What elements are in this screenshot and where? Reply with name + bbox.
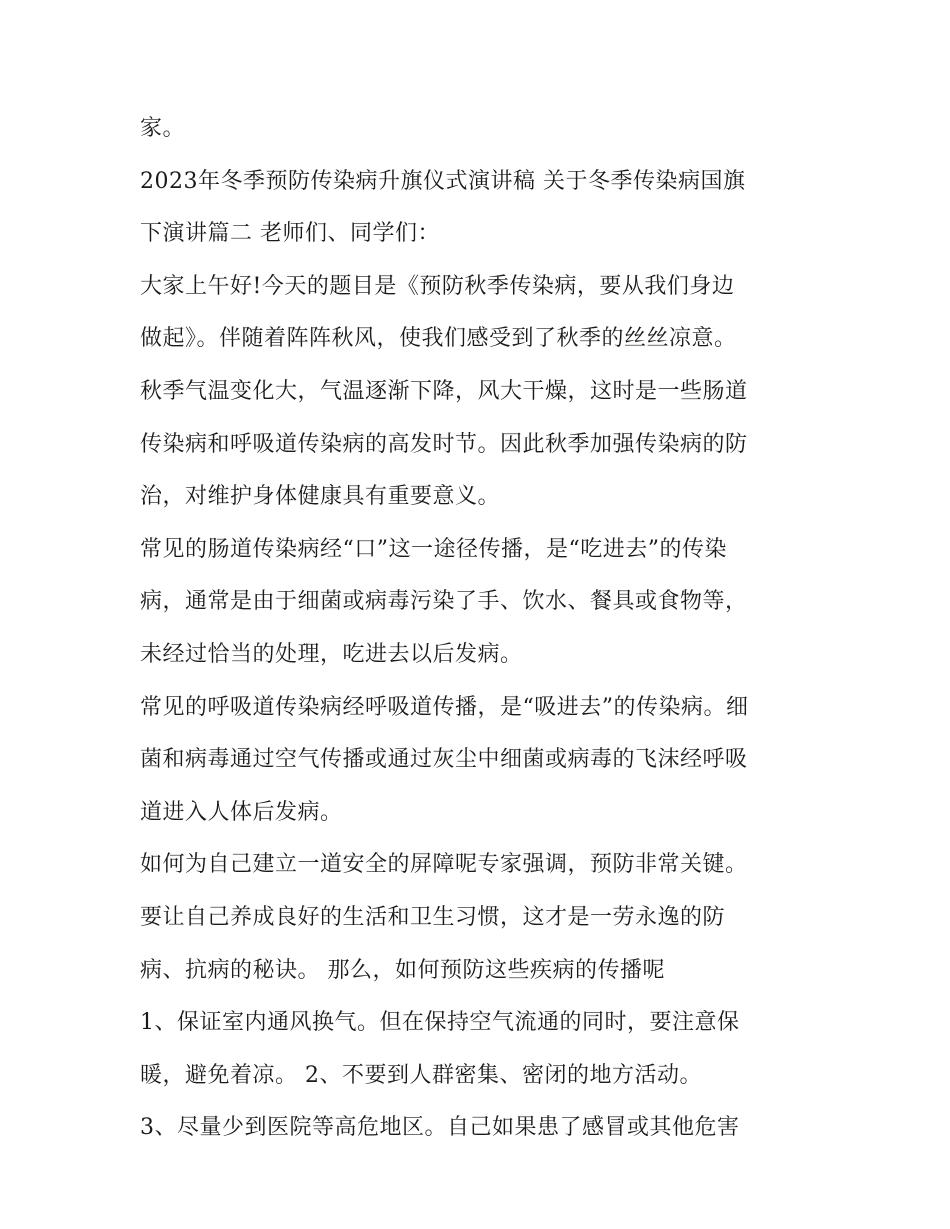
text-line-10: 病，通常是由于细菌或病毒污染了手、饮水、餐具或食物等， <box>140 589 748 615</box>
text-line-8: 治，对维护身体健康具有重要意义。 <box>140 484 501 510</box>
text-line-15: 如何为自己建立一道安全的屏障呢专家强调，预防非常关键。 <box>140 852 748 878</box>
text-line-20: 3、尽量少到医院等高危地区。自己如果患了感冒或其他危害 <box>140 1115 740 1141</box>
text-line-7: 传染病和呼吸道传染病的高发时节。因此秋季加强传染病的防 <box>140 431 748 457</box>
text-line-12: 常见的呼吸道传染病经呼吸道传播，是“吸进去”的传染病。细 <box>140 694 749 720</box>
text-line-6: 秋季气温变化大，气温逐渐下降，风大干燥，这时是一些肠道 <box>140 378 748 404</box>
text-line-17: 病、抗病的秘诀。 那么，如何预防这些疾病的传播呢 <box>140 957 665 983</box>
text-line-11: 未经过恰当的处理，吃进去以后发病。 <box>140 641 523 667</box>
text-line-18: 1、保证室内通风换气。但在保持空气流通的同时，要注意保 <box>140 1010 740 1036</box>
text-line-9: 常见的肠道传染病经“口”这一途径传播，是“吃进去”的传染 <box>140 536 727 562</box>
text-line-14: 道进入人体后发病。 <box>140 799 343 825</box>
text-line-1: 家。 <box>140 116 186 141</box>
text-line-19: 暖，避免着凉。 2、不要到人群密集、密闭的地方活动。 <box>140 1062 702 1088</box>
text-line-5: 做起》。伴随着阵阵秋风，使我们感受到了秋季的丝丝凉意。 <box>140 326 737 352</box>
text-line-2: 2023年冬季预防传染病升旗仪式演讲稿 关于冬季传染病国旗 <box>140 168 746 194</box>
document-body <box>140 103 820 1155</box>
text-line-13: 菌和病毒通过空气传播或通过灰尘中细菌或病毒的飞沫经呼吸 <box>140 747 748 773</box>
text-line-16: 要让自己养成良好的生活和卫生习惯，这才是一劳永逸的防 <box>140 904 726 930</box>
text-line-3: 下演讲篇二 老师们、同学们： <box>140 221 440 247</box>
text-line-4: 大家上午好!今天的题目是《预防秋季传染病，要从我们身边 <box>140 273 735 299</box>
